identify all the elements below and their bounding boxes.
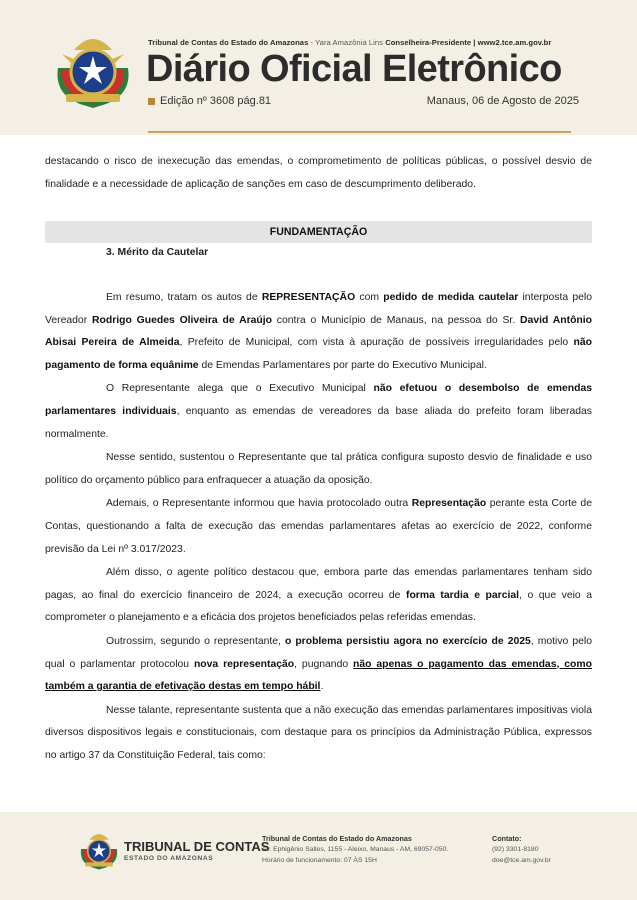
footer-brand: TRIBUNAL DE CONTAS bbox=[124, 839, 270, 854]
footer-address: Av. Ephigênio Salles, 1155 - Aleixo, Manaus - AM, 69057-050. bbox=[262, 846, 449, 853]
paragraph-1: Em resumo, tratam os autos de REPRESENTAÇÃO com pedido de medida cautelar interposta pelo Vereador Rodrigo Guedes Oliveira de Araújo contra o Município de Manaus, na pessoa do Sr. David Antônio Abisai Pereira de Almeida, Prefeito de Municipal, com vista à apuração de possíveis irregularidades pelo não pagamento de forma equânime de Emendas Parlamentares por parte do Executivo Municipal. bbox=[45, 292, 592, 371]
header-org-line: Tribunal de Contas do Estado do Amazonas - Yara Amazônia Lins Conselheira-Presidente | www2.tce.am.gov.br bbox=[148, 38, 552, 47]
body-text bbox=[45, 287, 592, 768]
footer-phone: (92) 3301-8180 bbox=[492, 846, 539, 853]
paragraph-4: Ademais, o Representante informou que havia protocolado outra Representação perante esta Corte de Contas, questionando a falta de execução das emendas parlamentares afetas ao exercício de 2022, conforme previsão da Lei nº 3.017/2023. bbox=[45, 498, 592, 555]
edition-label: Edição nº 3608 pág.81 bbox=[160, 95, 272, 107]
section-title: FUNDAMENTAÇÃO bbox=[45, 221, 592, 243]
footer-contact-label: Contato: bbox=[492, 834, 522, 843]
footer-brand-sub: ESTADO DO AMAZONAS bbox=[124, 855, 214, 862]
paragraph-5: Além disso, o agente político destacou que, embora parte das emendas parlamentares tenham sido pagas, ao final do exercício financeiro de 2024, a execução ocorreu de forma tardia e parcial, o que veio a comprometer o planejamento e a eficácia dos projetos beneficiados pelas referidas emendas. bbox=[45, 567, 592, 624]
tce-am-coat-of-arms-icon bbox=[52, 24, 134, 108]
footer-hours: Horário de funcionamento: 07 ÀS 15H bbox=[262, 857, 377, 864]
paragraph-6: Outrossim, segundo o representante, o problema persistiu agora no exercício de 2025, motivo pelo qual o parlamentar protocolou nova representação, pugnando não apenas o pagamento das emendas, como também a garantia de efetivação destas em tempo hábil. bbox=[45, 635, 593, 693]
footer-org: Tribunal de Contas do Estado do Amazonas bbox=[262, 834, 412, 843]
publication-date: Manaus, 06 de Agosto de 2025 bbox=[426, 95, 579, 107]
footer-email[interactable]: doe@tce.am.gov.br bbox=[492, 857, 551, 864]
header-divider bbox=[148, 131, 571, 133]
paragraph-3: Nesse sentido, sustentou o Representante que tal prática configura suposto desvio de finalidade e uso político do orçamento público para enfraquecer a atuação da oposição. bbox=[45, 452, 592, 486]
subsection-title: 3. Mérito da Cautelar bbox=[106, 247, 209, 258]
paragraph-2: O Representante alega que o Executivo Municipal não efetuou o desembolso de emendas parlamentares individuais, enquanto as emendas de vereadores da base aliada do prefeito foram liberadas normalmente. bbox=[45, 383, 592, 440]
edition-square-icon bbox=[148, 98, 155, 105]
intro-block bbox=[45, 150, 592, 196]
intro-paragraph: destacando o risco de inexecução das emendas, o comprometimento de políticas públicas, o possível desvio de finalidade e a necessidade de aplicação de sanções em caso de descumprimento deliberado. bbox=[45, 156, 592, 191]
tce-am-footer-seal-icon bbox=[78, 826, 120, 870]
page-title: Diário Oficial Eletrônico bbox=[146, 48, 562, 90]
paragraph-7: Nesse talante, representante sustenta que a não execução das emendas parlamentares impositivas viola diversos dispositivos legais e constitucionais, com destaque para os princípios da Administração Pública, expressos no artigo 37 da Constituição Federal, tais como: bbox=[45, 704, 592, 761]
